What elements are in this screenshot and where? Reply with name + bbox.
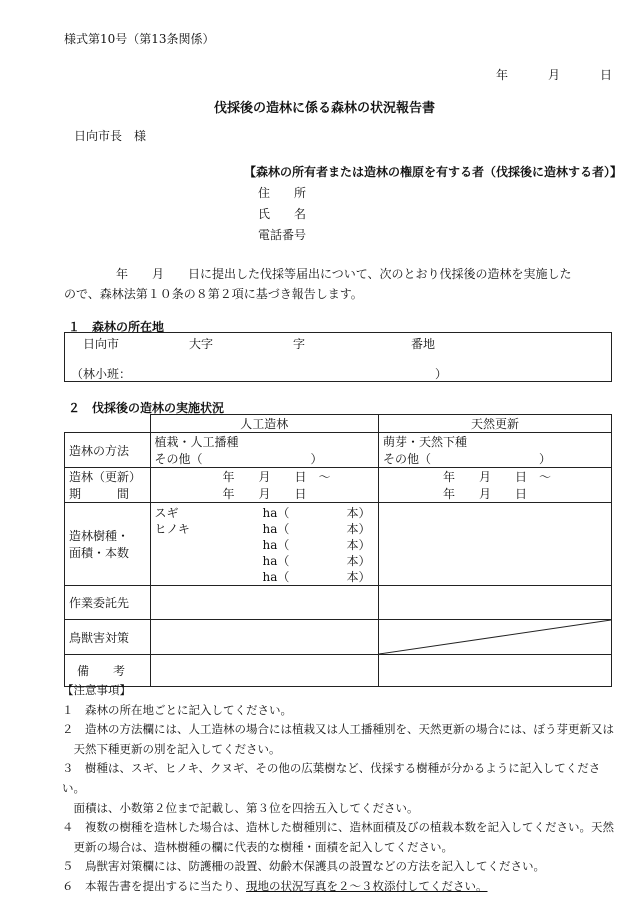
section1-heading: １ 森林の所在地 — [68, 320, 165, 334]
notes-heading: 【注意事項】 — [62, 683, 131, 697]
reforestation-table — [64, 414, 612, 687]
note-line: １ 森林の所在地ごとに記入してください。 — [62, 702, 292, 717]
cell-wildlife-artificial[interactable] — [150, 620, 378, 655]
reporter-phone-label: 電話番号 — [258, 228, 307, 242]
cell-period-natural[interactable]: 年 月 日 ～ 年 月 日 — [378, 468, 611, 503]
form-number: 様式第10号（第13条関係） — [64, 32, 215, 46]
header-blank — [65, 415, 151, 433]
cell-method-artificial[interactable]: 植栽・人工播種 その他（ ） — [150, 433, 378, 468]
cell-species-natural[interactable] — [378, 503, 611, 586]
ha-label: ha（ — [262, 506, 290, 520]
reporter-address-label: 住 所 — [258, 186, 307, 200]
cell-period-artificial[interactable]: 年 月 日 ～ 年 月 日 — [150, 468, 378, 503]
cell-wildlife-natural — [378, 620, 611, 655]
row-label-contractor: 作業委託先 — [65, 586, 151, 620]
note-line: ４ 複数の樹種を造林した場合は、造林した樹種別に、造林面積及びの植栽本数を記入してください。天然 — [62, 820, 614, 835]
table-row-species — [65, 503, 612, 586]
cell-contractor-artificial[interactable] — [150, 586, 378, 620]
intro-line-1: 年 月 日に提出した伐採等届出について、次のとおり伐採後の造林を実施した — [116, 267, 572, 281]
hon-label: 本） — [346, 570, 371, 584]
intro-line-2: ので、森林法第１０条の８第２項に基づき報告します。 — [64, 287, 363, 301]
ha-label: ha（ — [262, 554, 290, 568]
row-label-method: 造林の方法 — [65, 433, 151, 468]
table-row-contractor — [65, 586, 612, 620]
note-line-6: ６ 本報告書を提出するに当たり、現地の状況写真を２～３枚添付してください。 — [62, 878, 488, 893]
addressee: 日向市長 様 — [74, 129, 147, 143]
hon-label: 本） — [346, 538, 371, 552]
reporter-heading: 【森林の所有者または造林の権原を有する者（伐採後に造林する者）】 — [244, 165, 623, 179]
page-title: 伐採後の造林に係る森林の状況報告書 — [214, 101, 436, 116]
diagonal-strike — [379, 620, 611, 654]
row-label-remarks: 備 考 — [65, 655, 151, 687]
photo-instruction: 現地の状況写真を２～３枚添付してください。 — [246, 878, 488, 893]
row-label-period: 造林（更新） 期 間 — [65, 468, 151, 503]
note-line: ５ 鳥獣害対策欄には、防護柵の設置、幼齢木保護具の設置などの方法を記入してください。 — [62, 859, 545, 874]
species-2: ヒノキ — [154, 522, 190, 536]
reporter-name-label: 氏 名 — [258, 207, 307, 221]
cell-species-artificial[interactable] — [150, 503, 378, 586]
notes — [62, 681, 622, 897]
note-line: ２ 造林の方法欄には、人工造林の場合には植栽又は人工播種別を、天然更新の場合には、ぼう芽更新又は — [62, 722, 614, 737]
location-box — [64, 332, 612, 382]
rinsho-open: （林小班： — [71, 367, 132, 381]
species-1: スギ — [154, 506, 179, 520]
row-label-wildlife: 鳥獣害対策 — [65, 620, 151, 655]
col-artificial: 人工造林 — [150, 415, 378, 433]
note-line: 面積は、小数第２位まで記載し、第３位を四捨五入してください。 — [62, 800, 419, 815]
cell-contractor-natural[interactable] — [378, 586, 611, 620]
location-oaza: 大字 — [189, 337, 214, 351]
table-row-method — [65, 433, 612, 468]
row-label-species: 造林樹種・ 面積・本数 — [65, 503, 151, 586]
note-line: 更新の場合は、造林樹種の欄に代表的な樹種・面積を記入してください。 — [62, 839, 453, 854]
date-day: 日 — [600, 68, 613, 82]
date-month: 月 — [548, 68, 561, 82]
note-line: 天然下種更新の別を記入してください。 — [62, 741, 281, 756]
col-natural: 天然更新 — [378, 415, 611, 433]
location-city: 日向市 — [83, 337, 120, 351]
ha-label: ha（ — [262, 538, 290, 552]
note-line: ３ 樹種は、スギ、ヒノキ、クヌギ、その他の広葉樹など、伐採する樹種が分かるように記入してください。 — [62, 761, 601, 795]
table-row-wildlife — [65, 620, 612, 655]
ha-label: ha（ — [262, 522, 290, 536]
location-aza: 字 — [293, 337, 306, 351]
hon-label: 本） — [346, 506, 371, 520]
table-header-row — [65, 415, 612, 433]
ha-label: ha（ — [262, 570, 290, 584]
section2-heading: ２ 伐採後の造林の実施状況 — [68, 401, 225, 415]
hon-label: 本） — [346, 522, 371, 536]
cell-method-natural[interactable]: 萌芽・天然下種 その他（ ） — [378, 433, 611, 468]
table-row-period — [65, 468, 612, 503]
rinsho-close: ） — [435, 367, 448, 381]
date-year: 年 — [496, 68, 509, 82]
hon-label: 本） — [346, 554, 371, 568]
location-banchi: 番地 — [411, 337, 436, 351]
